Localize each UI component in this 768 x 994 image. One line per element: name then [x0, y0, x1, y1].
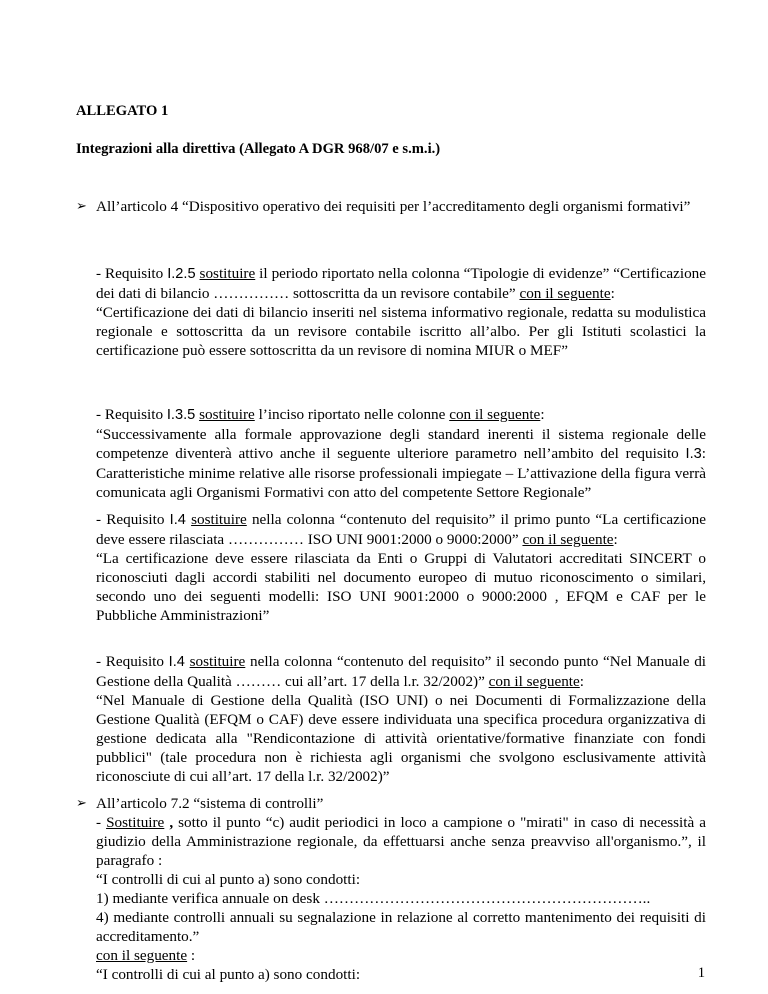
req-quote: “La certificazione deve essere rilasciata da Enti o Gruppi di Valutatori accreditati SINCERT o riconosciuti dagli accordi stabiliti nel documento europeo di mutuo riconoscimento o similari, secondo uno dei seguenti modelli: ISO UNI 9001:2000 o 9000:2000 , EFQM e CAF per le Pubbliche Amministrazioni”	[96, 550, 706, 624]
body-with: con il seguente	[96, 947, 188, 964]
req-dash: - Requisito	[96, 406, 167, 423]
req-with: con il seguente	[519, 285, 611, 302]
req-quote: “Nel Manuale di Gestione della Qualità (ISO UNI) o nei Documenti di Formalizzazione della Gestione Qualità (EFQM o CAF) deve essere individuata una specifica procedura organizzativa di gestione dedicata alla "Rendicontazione di attività orientative/formative finanziate con fondi pubblici" (tale procedura non è richiesta agli organismi che svolgono esclusivamente attività riconosciute di cui all’art. 17 della l.r. 32/2002)”	[96, 692, 706, 785]
body-line-4: “I controlli di cui al punto a) sono condotti:	[96, 966, 361, 983]
req-action: sostituire	[189, 653, 246, 670]
req-dash: - Requisito	[96, 511, 170, 528]
req-text: nella colonna “contenuto del requisito” il primo punto “La certificazione deve essere rilasciata …………… ISO UNI 9001:2000 o 9000:2000”	[96, 511, 706, 548]
req-action: sostituire	[199, 406, 255, 423]
req-quote	[96, 425, 706, 502]
req-code: I.3.5	[166, 407, 196, 423]
article-7-2-body	[96, 813, 706, 984]
req-quote-part2: : Caratteristiche minime relative alle risorse professionali impiegate – L’attivazione della figura verrà comunicata agli Organismi Formativi con atto del competente Settore Regionale”	[96, 445, 706, 501]
req-colon: :	[610, 285, 615, 302]
req-text: l’inciso riportato nelle colonne	[254, 406, 450, 423]
arrow-bullet-icon: ➢	[76, 796, 87, 811]
req-code: I.4	[169, 512, 186, 528]
req-colon: :	[579, 673, 585, 690]
req-code: I.2.5	[167, 266, 196, 282]
req-text: il periodo riportato nella colonna “Tipologie di evidenze” “Certificazione dei dati di bilancio …………… sottoscritta da un revisore contabile”	[96, 265, 707, 302]
body-line-1: “I controlli di cui al punto a) sono condotti:	[96, 871, 361, 888]
req-text: nella colonna “contenuto del requisito” il secondo punto “Nel Manuale di Gestione della Qualità ……… cui all’art. 17 della l.r. 32/2002)”	[96, 653, 707, 690]
page-number: 1	[697, 965, 705, 981]
req-action: sostituire	[191, 511, 247, 528]
req-colon: :	[613, 531, 618, 548]
requirement-i-3-5	[96, 405, 706, 502]
req-with: con il seguente	[488, 673, 580, 690]
req-quote-part1: “Successivamente alla formale approvazione degli standard inerenti il sistema regionale delle competenze diventerà attivo anche il seguente ulteriore parametro nell’ambito del requisito	[96, 426, 706, 462]
body-line-2: 1) mediante verifica annuale on desk ………………………………………………………..	[96, 890, 651, 907]
req-with: con il seguente	[449, 406, 541, 423]
body-line-3: 4) mediante controlli annuali su segnalazione in relazione al corretto mantenimento dei requisiti di accreditamento.”	[96, 909, 706, 945]
requirement-i-4-first	[96, 510, 706, 625]
article-4-bullet	[76, 197, 706, 216]
article-4-heading: All’articolo 4 “Dispositivo operativo dei requisiti per l’accreditamento degli organismi formativi”	[96, 198, 691, 215]
requirement-i-2-5	[96, 264, 706, 360]
req-colon: :	[540, 406, 545, 423]
article-7-2-heading: All’articolo 7.2 “sistema di controlli”	[96, 795, 324, 812]
req-code: I.4	[168, 654, 185, 670]
req-action: sostituire	[199, 265, 256, 282]
req-dash: - Requisito	[96, 653, 169, 670]
req-code-inline: I.3	[685, 446, 702, 462]
body-action: Sostituire	[106, 814, 165, 831]
arrow-bullet-icon: ➢	[76, 199, 87, 214]
body-dash: -	[96, 814, 107, 831]
requirement-i-4-second	[96, 652, 706, 786]
article-7-2-bullet	[76, 794, 706, 984]
document-title: ALLEGATO 1	[76, 103, 169, 119]
document-subtitle: Integrazioni alla direttiva (Allegato A DGR 968/07 e s.m.i.)	[76, 141, 441, 157]
req-quote: “Certificazione dei dati di bilancio inseriti nel sistema informativo regionale, redatta su modulistica regionale e sottoscritta da un revisore contabile iscritto all’albo. Per gli Istituti scolastici la certificazione può essere sottoscritta da un revisore di nomina MIUR o MEF”	[96, 304, 706, 359]
body-with-line	[96, 946, 706, 965]
req-dash: - Requisito	[96, 265, 168, 282]
req-with: con il seguente	[522, 531, 614, 548]
body-text: sotto il punto “c) audit periodici in loco a campione o "mirati" in caso di necessità a giudizio della Amministrazione regionale, da effettuarsi anche senza preavviso all'organismo.”, il paragrafo :	[96, 814, 706, 869]
body-comma: ,	[164, 814, 174, 831]
body-colon: :	[187, 947, 196, 964]
